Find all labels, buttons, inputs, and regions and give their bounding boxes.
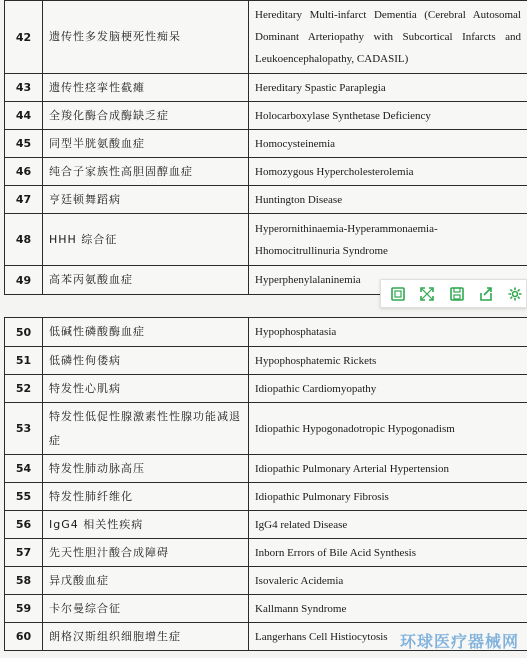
disease-name-zh: 遗传性痉挛性截瘫 [43, 74, 249, 102]
table-row [5, 158, 527, 186]
disease-table-bottom [4, 317, 527, 651]
disease-name-en: Idiopathic Pulmonary Arterial Hypertension [249, 455, 527, 483]
disease-name-en: Isovaleric Acidemia [249, 567, 527, 595]
disease-name-en: Hereditary Spastic Paraplegia [249, 74, 527, 102]
table-row [5, 567, 527, 595]
table-row [5, 403, 527, 455]
row-number: 50 [5, 318, 43, 347]
disease-name-zh: IgG4 相关性疾病 [43, 511, 249, 539]
disease-name-en: Hyperphenylalaninemia [249, 266, 527, 295]
disease-name-zh: 亨廷顿舞蹈病 [43, 186, 249, 214]
disease-name-en: IgG4 related Disease [249, 511, 527, 539]
row-number: 49 [5, 266, 43, 295]
row-number: 42 [5, 1, 43, 74]
disease-name-en: Holocarboxylase Synthetase Deficiency [249, 102, 527, 130]
row-number: 46 [5, 158, 43, 186]
settings-icon[interactable] [505, 282, 526, 306]
disease-name-en: Langerhans Cell Histiocytosis [249, 623, 527, 651]
table-row [5, 186, 527, 214]
row-number: 51 [5, 347, 43, 375]
row-number: 54 [5, 455, 43, 483]
fit-page-icon[interactable] [387, 282, 408, 306]
watermark-logo: 环球医疗器械网 [399, 632, 519, 651]
disease-name-en: Hypophosphatasia [249, 318, 527, 347]
disease-name-zh: 同型半胱氨酸血症 [43, 130, 249, 158]
disease-name-en: Kallmann Syndrome [249, 595, 527, 623]
table-row [5, 214, 527, 266]
table-row [5, 318, 527, 347]
disease-name-zh: 低碱性磷酸酶血症 [43, 318, 249, 347]
disease-name-en: Huntington Disease [249, 186, 527, 214]
disease-name-zh: 低磷性佝偻病 [43, 347, 249, 375]
disease-name-zh: 卡尔曼综合征 [43, 595, 249, 623]
disease-name-zh: HHH 综合征 [43, 214, 249, 266]
disease-name-en: Idiopathic Cardiomyopathy [249, 375, 527, 403]
table-row [5, 1, 527, 74]
disease-name-en: Idiopathic Hypogonadotropic Hypogonadism [249, 403, 527, 455]
table-row [5, 130, 527, 158]
disease-name-zh: 特发性低促性腺激素性性腺功能减退症 [43, 403, 249, 455]
disease-name-zh: 特发性肺纤维化 [43, 483, 249, 511]
disease-table-top [4, 0, 527, 295]
disease-name-zh: 全羧化酶合成酶缺乏症 [43, 102, 249, 130]
table-row [5, 483, 527, 511]
image-toolbar [380, 279, 527, 308]
row-number: 48 [5, 214, 43, 266]
row-number: 52 [5, 375, 43, 403]
disease-name-en: Inborn Errors of Bile Acid Synthesis [249, 539, 527, 567]
disease-name-zh: 特发性肺动脉高压 [43, 455, 249, 483]
table-row [5, 595, 527, 623]
table-row [5, 375, 527, 403]
row-number: 53 [5, 403, 43, 455]
table-row [5, 102, 527, 130]
disease-name-zh: 遗传性多发脑梗死性痴呆 [43, 1, 249, 74]
disease-name-en: Homozygous Hypercholesterolemia [249, 158, 527, 186]
row-number: 56 [5, 511, 43, 539]
disease-name-en: Hypophosphatemic Rickets [249, 347, 527, 375]
save-icon[interactable] [446, 282, 467, 306]
row-number: 60 [5, 623, 43, 651]
row-number: 47 [5, 186, 43, 214]
row-number: 43 [5, 74, 43, 102]
row-number: 44 [5, 102, 43, 130]
row-number: 57 [5, 539, 43, 567]
table-row [5, 74, 527, 102]
disease-name-en: Idiopathic Pulmonary Fibrosis [249, 483, 527, 511]
table-row [5, 455, 527, 483]
disease-name-zh: 纯合子家族性高胆固醇血症 [43, 158, 249, 186]
table-row [5, 347, 527, 375]
row-number: 58 [5, 567, 43, 595]
row-number: 45 [5, 130, 43, 158]
disease-name-en: Homocysteinemia [249, 130, 527, 158]
share-icon[interactable] [475, 282, 496, 306]
disease-name-zh: 特发性心肌病 [43, 375, 249, 403]
row-number: 59 [5, 595, 43, 623]
table-row [5, 539, 527, 567]
disease-name-en: Hyperornithinaemia-Hyperammonaemia-Hhomocitrullinuria Syndrome [249, 214, 527, 266]
disease-name-en: Hereditary Multi-infarct Dementia (Cerebral Autosomal Dominant Arteriopathy with Subcortical Infarcts and Leukoencephalopathy, CADASIL) [249, 1, 527, 74]
disease-name-zh: 朗格汉斯组织细胞增生症 [43, 623, 249, 651]
row-number: 55 [5, 483, 43, 511]
disease-name-zh: 异戊酸血症 [43, 567, 249, 595]
disease-name-zh: 先天性胆汁酸合成障碍 [43, 539, 249, 567]
fullscreen-icon[interactable] [416, 282, 437, 306]
table-row [5, 511, 527, 539]
disease-name-zh: 高苯丙氨酸血症 [43, 266, 249, 295]
